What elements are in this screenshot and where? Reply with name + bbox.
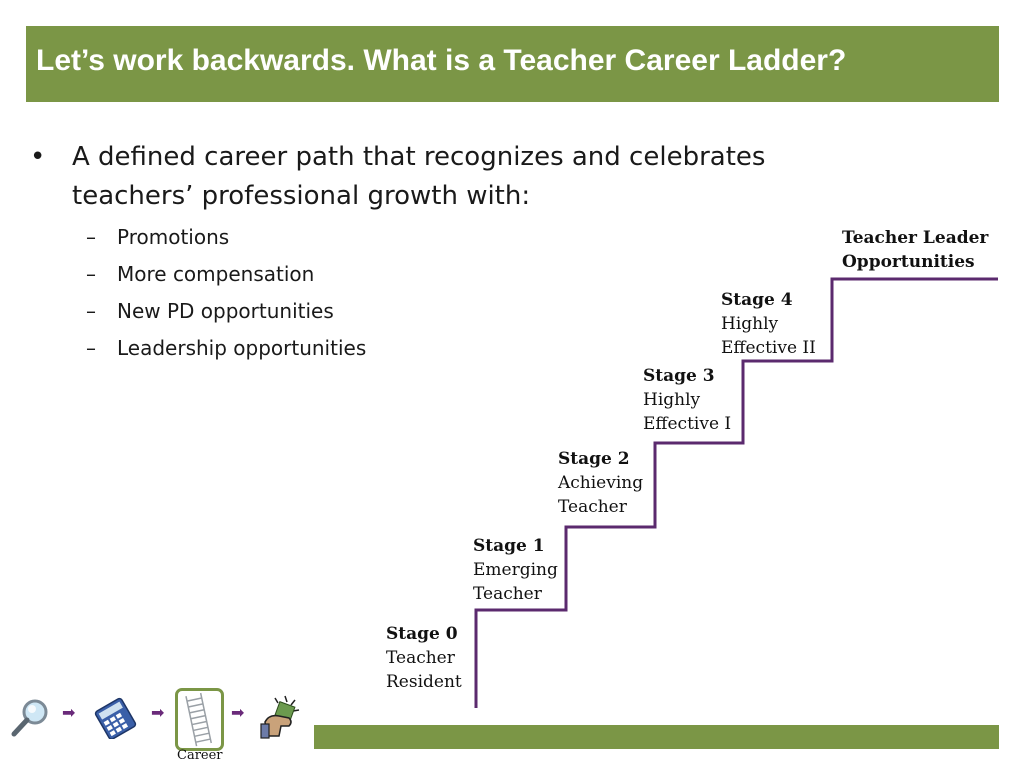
stage-desc-line: Teacher — [386, 648, 455, 668]
stage-4-label — [721, 288, 816, 360]
main-bullet-text: A defined career path that recognizes and celebrates teachers’ professional growth with: — [72, 142, 766, 211]
stage-desc-line: Highly — [721, 314, 779, 334]
stage-desc-line: Emerging — [473, 560, 558, 580]
stage-0-label — [386, 622, 462, 694]
stage-3-label — [643, 364, 731, 436]
stage-desc-line: Effective I — [643, 414, 732, 434]
top-title-line: Opportunities — [842, 252, 975, 272]
slide-title: Let’s work backwards. What is a Teacher Career Ladder? — [36, 44, 847, 77]
bullet-dot: • — [30, 142, 46, 172]
stage-title: Stage 0 — [386, 624, 458, 644]
sub-dash: – — [86, 225, 96, 249]
stage-title: Stage 2 — [558, 449, 630, 469]
sub-dash: – — [86, 299, 96, 323]
sub-dash: – — [86, 336, 96, 360]
top-title-line: Teacher Leader — [842, 228, 989, 248]
sub-item-text: More compensation — [117, 262, 315, 286]
bottom-accent-bar — [314, 725, 999, 749]
career-nav-item[interactable] — [175, 688, 224, 751]
money-hand-icon[interactable] — [255, 692, 305, 742]
stage-desc-line: Teacher — [473, 584, 542, 604]
ladder-icon — [178, 691, 221, 748]
nav-arrow-icon: ➡ — [62, 703, 76, 722]
stage-desc-line: Effective II — [721, 338, 816, 358]
stage-title: Stage 1 — [473, 536, 545, 556]
stage-1-label — [473, 534, 558, 606]
nav-arrow-icon: ➡ — [151, 703, 165, 722]
sub-item-text: Promotions — [117, 225, 230, 249]
stage-title: Stage 3 — [643, 366, 715, 386]
calculator-icon[interactable] — [92, 697, 138, 739]
sub-dash: – — [86, 262, 96, 286]
stage-desc-line: Teacher — [558, 497, 627, 517]
stage-desc-line: Resident — [386, 672, 462, 692]
teacher-leader-label — [842, 226, 988, 274]
magnifier-icon[interactable] — [10, 697, 52, 739]
nav-arrow-icon: ➡ — [231, 703, 245, 722]
stage-title: Stage 4 — [721, 290, 793, 310]
stage-desc-line: Achieving — [558, 473, 644, 493]
sub-item-text: Leadership opportunities — [117, 336, 367, 360]
stage-2-label — [558, 447, 643, 519]
sub-item-text: New PD opportunities — [117, 299, 334, 323]
career-label: Career — [177, 748, 223, 763]
stage-desc-line: Highly — [643, 390, 701, 410]
